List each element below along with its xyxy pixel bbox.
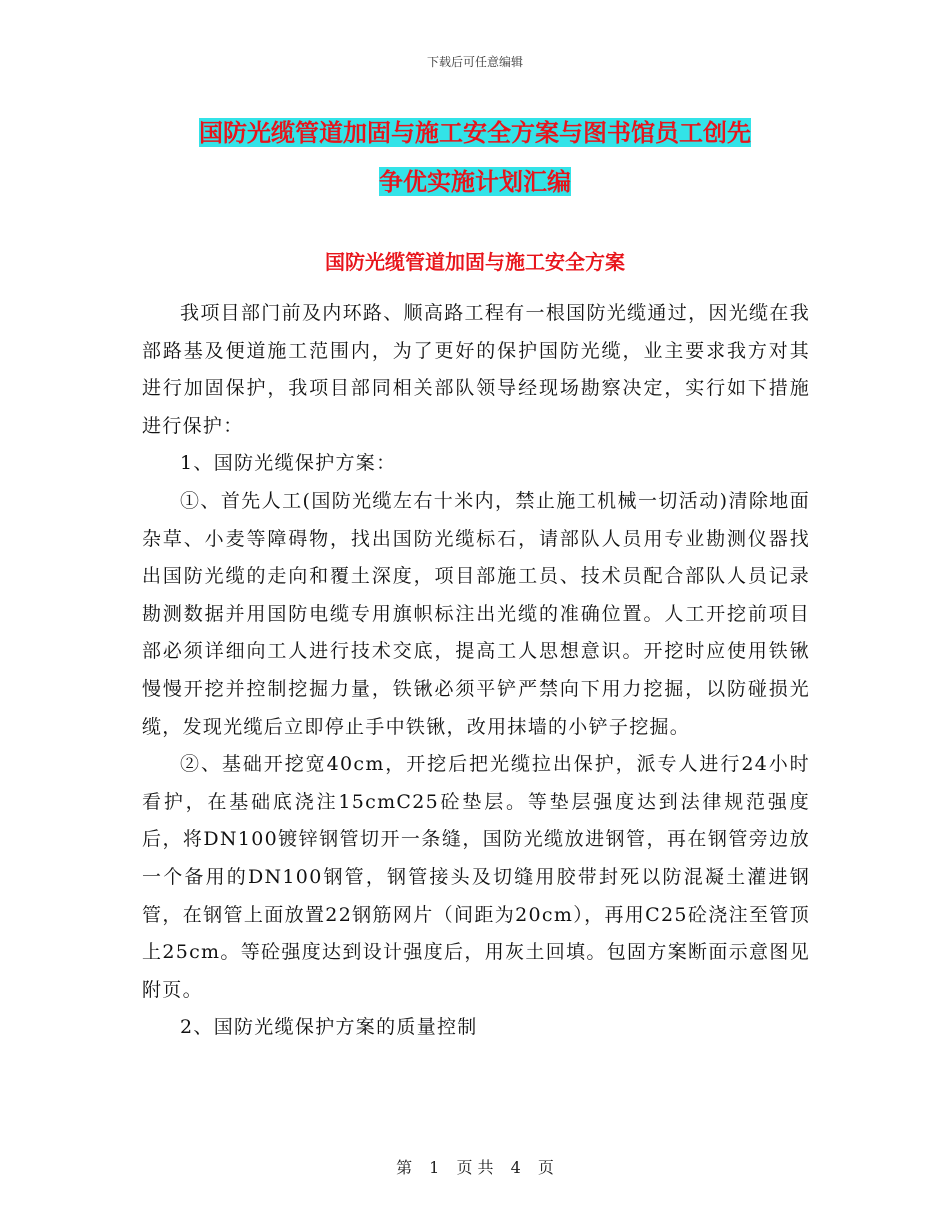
document-body: [142, 295, 810, 1047]
footer-total-pages: 4: [510, 1158, 521, 1177]
section-title: 国防光缆管道加固与施工安全方案: [325, 250, 625, 274]
footer-page-number: 1: [429, 1158, 440, 1177]
page-footer: [0, 1155, 950, 1178]
page-header-note: 下载后可任意编辑: [426, 55, 523, 69]
footer-prefix: 第: [396, 1158, 413, 1177]
footer-suffix: 页: [537, 1158, 554, 1177]
paragraph-heading-1: 1、国防光缆保护方案：: [180, 452, 397, 475]
document-title-line-2: 争优实施计划汇编: [379, 167, 571, 196]
paragraph-intro: 我项目部门前及内环路、顺高路工程有一根国防光缆通过，因光缆在我部路基及便道施工范围内，为了更好的保护国防光缆，业主要求我方对其进行加固保护，我项目部同相关部队领导经现场勘察决定，实行如下措施进行保护：: [142, 302, 810, 437]
document-title: [140, 108, 810, 206]
paragraph-step-1: ①、首先人工(国防光缆左右十米内，禁止施工机械一切活动)清除地面杂草、小麦等障碍物，找出国防光缆标石，请部队人员用专业勘测仪器找出国防光缆的走向和覆土深度，项目部施工员、技术员配合部队人员记录勘测数据并用国防电缆专用旗帜标注出光缆的准确位置。人工开挖前项目部必须详细向工人进行技术交底，提高工人思想意识。开挖时应使用铁锹慢慢开挖并控制挖掘力量，铁锹必须平铲严禁向下用力挖掘，以防碰损光缆，发现光缆后立即停止手中铁锹，改用抹墙的小铲子挖掘。: [142, 489, 810, 738]
footer-mid: 页 共: [456, 1158, 494, 1177]
paragraph-heading-2: 2、国防光缆保护方案的质量控制: [180, 1016, 478, 1039]
paragraph-step-2: ②、基础开挖宽40cm，开挖后把光缆拉出保护，派专人进行24小时看护，在基础底浇注15cmC25砼垫层。等垫层强度达到法律规范强度后，将DN100镀锌钢管切开一条缝，国防光缆放进钢管，再在钢管旁边放一个备用的DN100钢管，钢管接头及切缝用胶带封死以防混凝土灌进钢管，在钢管上面放置22钢筋网片（间距为20cm），再用C25砼浇注至管顶上25cm。等砼强度达到设计强度后，用灰土回填。包固方案断面示意图见附页。: [142, 753, 810, 1001]
document-title-line-1: 国防光缆管道加固与施工安全方案与图书馆员工创先: [199, 118, 751, 147]
